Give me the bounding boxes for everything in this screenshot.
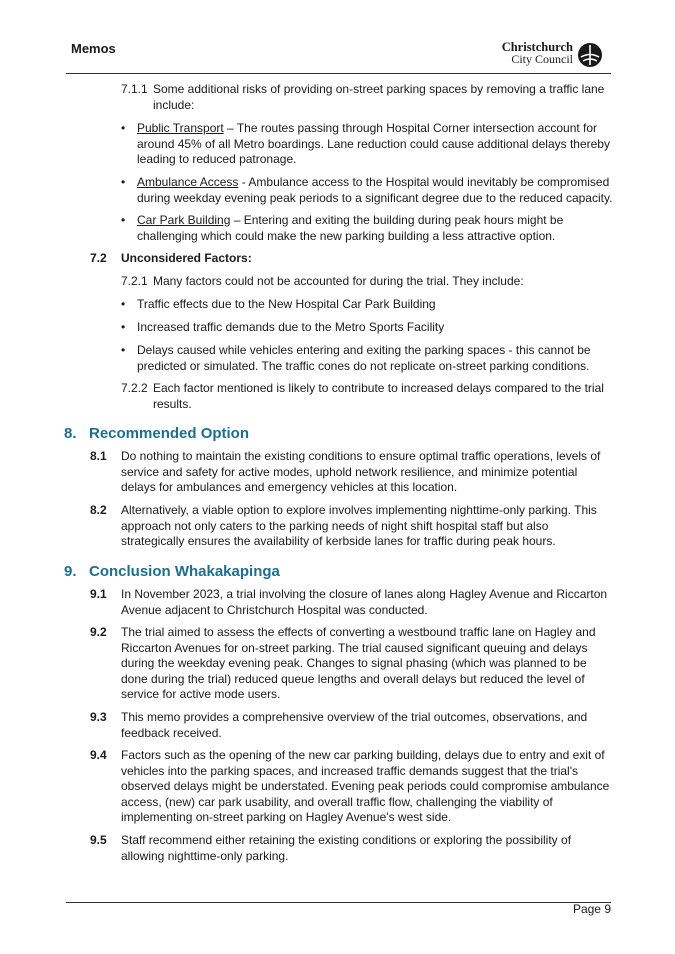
section-text: This memo provides a comprehensive overview of the trial outcomes, observations, and feedback received. xyxy=(121,710,588,740)
section-number: 9.5 xyxy=(90,833,107,847)
page-number: Page 9 xyxy=(572,902,611,916)
bullet-icon: • xyxy=(121,297,126,311)
clause-number: 7.1.1 xyxy=(121,82,148,96)
footer-rule xyxy=(66,902,611,903)
bullet-icon: • xyxy=(121,175,126,189)
header-label: Memos xyxy=(71,41,116,56)
heading-number: 9. xyxy=(64,563,77,580)
heading-number: 8. xyxy=(64,425,77,442)
clause-text: Some additional risks of providing on-street parking spaces by removing a traffic lane include: xyxy=(153,82,605,112)
section-number: 8.1 xyxy=(90,449,107,463)
list-item-text: – The routes passing through Hospital Corner intersection account for around 45% of all Metro boardings. Lane reduction could cause additional delays thereby leading to reduced patronage. xyxy=(137,121,610,166)
section-text: Do nothing to maintain the existing conditions to ensure optimal traffic operations, levels of service and safety for active modes, uphold network resilience, and minimize potential delays for ambulances and emergency vehicles at this location. xyxy=(121,449,601,494)
clause-number: 7.2.1 xyxy=(121,274,148,288)
council-logo xyxy=(499,41,603,69)
list-item-term: Ambulance Access xyxy=(137,175,239,189)
section-title: Unconsidered Factors: xyxy=(121,251,252,265)
section-number: 9.2 xyxy=(90,625,107,639)
header-rule xyxy=(66,73,611,74)
list-item-text: - Ambulance access to the Hospital would inevitably be compromised during weekday evening peak periods to a significant degree due to the reduced capacity. xyxy=(137,175,613,205)
section-number: 7.2 xyxy=(90,251,107,265)
section-number: 9.1 xyxy=(90,587,107,601)
council-logo-icon xyxy=(577,42,603,68)
section-text: Factors such as the opening of the new car parking building, delays due to entry and exit of vehicles into the parking spaces, and increased traffic demands suggest that the trial's observed delays might be understated. Evening peak periods could compromise ambulance access, (new) car park usability, and overall traffic flow, challenging the viability of implementing on-street parking on Hagley Avenue's west side. xyxy=(121,748,610,824)
list-item-text: Delays caused while vehicles entering and exiting the parking spaces - this cannot be predicted or simulated. The traffic cones do not replicate on-street parking conditions. xyxy=(137,343,591,373)
logo-line1: Christchurch xyxy=(501,40,573,54)
section-text: Alternatively, a viable option to explore involves implementing nighttime-only parking. This approach not only caters to the parking needs of night shift hospital staff but also strategically ensures the availability of kerbside lanes for traffic during peak hours. xyxy=(121,503,597,548)
section-number: 8.2 xyxy=(90,503,107,517)
clause-text: Each factor mentioned is likely to contribute to increased delays compared to the trial results. xyxy=(153,381,604,411)
logo-line2: City Council xyxy=(511,52,573,66)
list-item-text: Traffic effects due to the New Hospital Car Park Building xyxy=(137,297,436,311)
clause-text: Many factors could not be accounted for during the trial. They include: xyxy=(153,274,524,288)
bullet-icon: • xyxy=(121,213,126,227)
section-text: In November 2023, a trial involving the closure of lanes along Hagley Avenue and Riccarton Avenue adjacent to Christchurch Hospital was conducted. xyxy=(121,587,608,617)
list-item-term: Car Park Building xyxy=(137,213,231,227)
bullet-icon: • xyxy=(121,320,126,334)
list-item-term: Public Transport xyxy=(137,121,224,135)
bullet-icon: • xyxy=(121,121,126,135)
section-text: Staff recommend either retaining the existing conditions or exploring the possibility of allowing nighttime-only parking. xyxy=(121,833,572,863)
bullet-icon: • xyxy=(121,343,126,357)
section-text: The trial aimed to assess the effects of converting a westbound traffic lane on Hagley and Riccarton Avenues for on-street parking. The trial caused significant queuing and delays during the weekday evening peak. Changes to signal phasing (which was planned to be done during the trial) reduced queue lengths and overall delays but reduced the level of service for active mode users. xyxy=(121,625,596,701)
heading-title: Recommended Option xyxy=(89,425,250,442)
list-item-text: – Entering and exiting the building during peak hours might be challenging which could make the new parking building a less attractive option. xyxy=(137,213,564,243)
heading-title: Conclusion Whakakapinga xyxy=(89,563,280,580)
section-number: 9.4 xyxy=(90,748,107,762)
clause-number: 7.2.2 xyxy=(121,381,148,395)
section-number: 9.3 xyxy=(90,710,107,724)
list-item-text: Increased traffic demands due to the Metro Sports Facility xyxy=(137,320,445,334)
